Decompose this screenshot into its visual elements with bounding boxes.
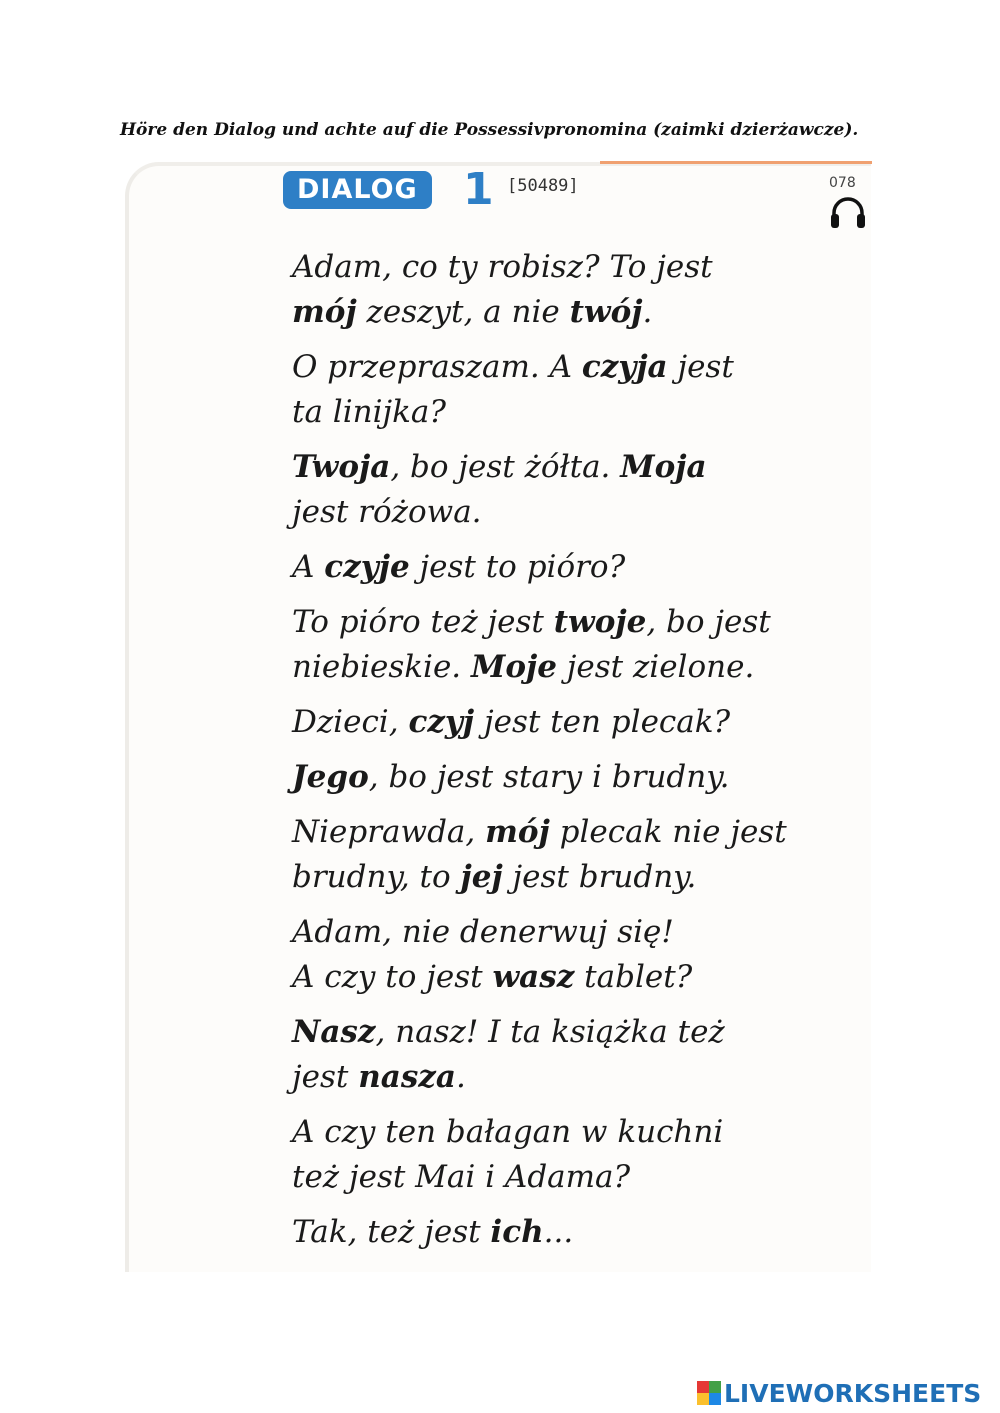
line-text: tablet?	[574, 959, 693, 995]
dialog-line	[292, 957, 692, 997]
dialog-line	[292, 1212, 573, 1252]
logo-square	[709, 1381, 721, 1393]
dialog-line	[292, 857, 696, 897]
logo-square	[709, 1393, 721, 1405]
dialog-number: 1	[463, 164, 494, 215]
line-text: , bo jest	[646, 604, 771, 640]
possessive-pronoun: twoje	[553, 604, 647, 640]
line-text: A	[292, 549, 325, 585]
dialog-line	[292, 912, 674, 952]
dialog-line	[292, 492, 482, 532]
possessive-pronoun: Moja	[620, 449, 707, 485]
dialog-line	[292, 247, 713, 287]
line-text: jest to pióro?	[409, 549, 626, 585]
possessive-pronoun: twój	[569, 294, 643, 330]
track-number: 078	[829, 175, 856, 191]
line-text: .	[455, 1059, 466, 1095]
dialog-line	[292, 702, 730, 742]
dialog-line	[292, 1112, 723, 1152]
line-text: .	[642, 294, 653, 330]
logo-text: LIVEWORKSHEETS	[724, 1378, 982, 1408]
line-text: jest różowa.	[292, 494, 482, 530]
dialog-line	[292, 1157, 630, 1197]
dialog-line	[292, 347, 734, 387]
dialog-code: [50489]	[507, 176, 579, 196]
possessive-pronoun: Nasz	[292, 1014, 376, 1050]
logo-mark-icon	[697, 1381, 721, 1405]
possessive-pronoun: czyj	[408, 704, 475, 740]
line-text: ...	[543, 1214, 574, 1250]
possessive-pronoun: jej	[460, 859, 503, 895]
instruction-text: Höre den Dialog und achte auf die Possessivpronomina (zaimki dzierżawcze).	[120, 120, 859, 140]
liveworksheets-logo	[697, 1378, 981, 1408]
dialog-line	[292, 392, 446, 432]
line-text: plecak nie jest	[549, 814, 787, 850]
dialog-line	[292, 547, 625, 587]
possessive-pronoun: mój	[292, 294, 357, 330]
logo-square	[697, 1393, 709, 1405]
line-text: jest ten plecak?	[474, 704, 731, 740]
line-text: jest zielone.	[556, 649, 755, 685]
logo-square	[697, 1381, 709, 1393]
dialog-badge: DIALOG	[283, 171, 432, 209]
dialog-line	[292, 647, 754, 687]
card-accent-line	[600, 161, 872, 164]
line-text: A czy to jest	[292, 959, 493, 995]
line-text: A czy ten bałagan w kuchni	[292, 1114, 724, 1150]
headphones-icon[interactable]	[828, 194, 868, 230]
line-text: Tak, też jest	[292, 1214, 491, 1250]
dialog-line	[292, 812, 787, 852]
line-text: O przepraszam. A	[292, 349, 582, 385]
line-text: , bo jest żółta.	[390, 449, 621, 485]
dialog-line	[292, 292, 652, 332]
dialog-line	[292, 1012, 725, 1052]
line-text: jest brudny.	[502, 859, 697, 895]
line-text: Dzieci,	[292, 704, 409, 740]
possessive-pronoun: Jego	[292, 759, 369, 795]
possessive-pronoun: Moje	[471, 649, 557, 685]
line-text: To pióro też jest	[292, 604, 554, 640]
line-text: brudny, to	[292, 859, 461, 895]
line-text: Adam, nie denerwuj się!	[292, 914, 674, 950]
line-text: niebieskie.	[292, 649, 471, 685]
possessive-pronoun: mój	[485, 814, 550, 850]
dialog-line	[292, 757, 730, 797]
possessive-pronoun: czyja	[581, 349, 668, 385]
possessive-pronoun: nasza	[358, 1059, 456, 1095]
possessive-pronoun: Twoja	[292, 449, 391, 485]
possessive-pronoun: wasz	[492, 959, 575, 995]
dialog-line	[292, 447, 707, 487]
line-text: , bo jest stary i brudny.	[368, 759, 730, 795]
line-text: ta linijka?	[292, 394, 447, 430]
possessive-pronoun: ich	[490, 1214, 544, 1250]
line-text: jest	[667, 349, 734, 385]
dialog-line	[292, 602, 771, 642]
line-text: też jest Mai i Adama?	[292, 1159, 631, 1195]
dialog-line	[292, 1057, 466, 1097]
possessive-pronoun: czyje	[324, 549, 410, 585]
line-text: , nasz! I ta książka też	[375, 1014, 725, 1050]
line-text: Adam, co ty robisz? To jest	[292, 249, 713, 285]
line-text: Nieprawda,	[292, 814, 486, 850]
line-text: jest	[292, 1059, 359, 1095]
line-text: zeszyt, a nie	[356, 294, 570, 330]
